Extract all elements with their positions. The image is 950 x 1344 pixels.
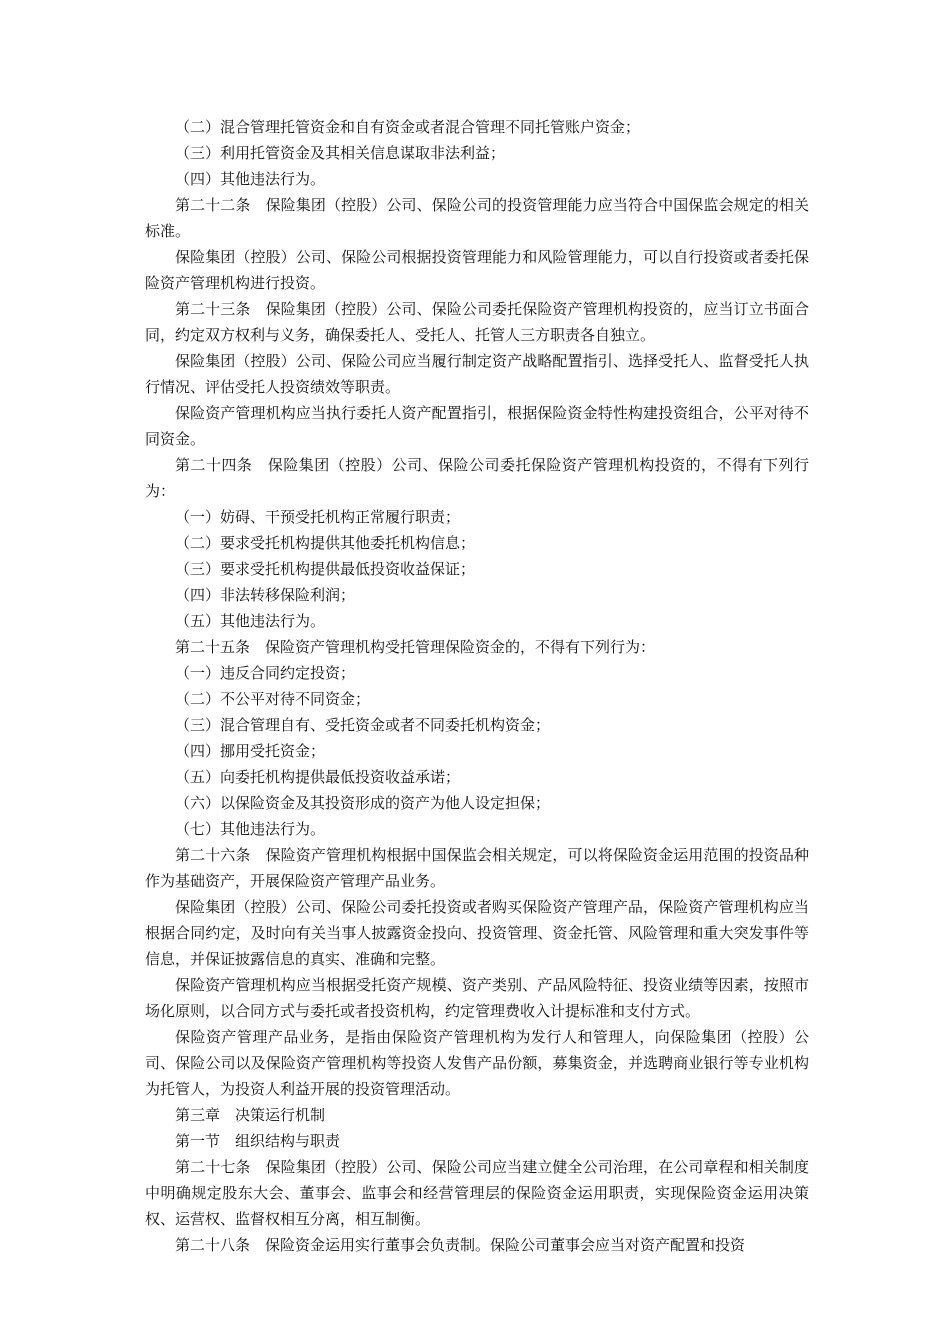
list-item: （四）非法转移保险利润； — [175, 586, 356, 604]
paragraph: 保险集团（控股）公司、保险公司应当履行制定资产战略配置指引、选择受托人、监督受托人执行情况、评估受托人投资绩效等职责。 — [145, 352, 809, 396]
list-item: （五）向委托机构提供最低投资收益承诺； — [175, 768, 461, 786]
list-item: （四）挪用受托资金； — [175, 742, 326, 760]
list-item: （五）其他违法行为。 — [175, 612, 326, 630]
section-heading: 第一节 组织结构与职责 — [175, 1132, 341, 1150]
paragraph: 保险资产管理机构应当执行委托人资产配置指引，根据保险资金特性构建投资组合，公平对待不同资金。 — [145, 404, 809, 448]
article-26: 第二十六条 保险资产管理机构根据中国保监会相关规定，可以将保险资金运用范围的投资品种作为基础资产，开展保险资产管理产品业务。 — [145, 846, 809, 890]
list-item: （三）利用托管资金及其相关信息谋取非法利益； — [175, 144, 506, 162]
list-item: （七）其他违法行为。 — [175, 820, 326, 838]
list-item: （四）其他违法行为。 — [175, 170, 326, 188]
chapter-heading: 第三章 决策运行机制 — [175, 1106, 326, 1124]
list-item: （一）违反合同约定投资； — [175, 664, 356, 682]
list-item: （三）混合管理自有、受托资金或者不同委托机构资金； — [175, 716, 551, 734]
paragraph: 保险集团（控股）公司、保险公司根据投资管理能力和风险管理能力，可以自行投资或者委托保险资产管理机构进行投资。 — [145, 248, 809, 292]
article-24: 第二十四条 保险集团（控股）公司、保险公司委托保险资产管理机构投资的，不得有下列行为： — [145, 456, 809, 500]
list-item: （三）要求受托机构提供最低投资收益保证； — [175, 560, 476, 578]
article-23: 第二十三条 保险集团（控股）公司、保险公司委托保险资产管理机构投资的，应当订立书面合同，约定双方权利与义务，确保委托人、受托人、托管人三方职责各自独立。 — [145, 300, 809, 344]
list-item: （二）要求受托机构提供其他委托机构信息； — [175, 534, 476, 552]
list-item: （一）妨碍、干预受托机构正常履行职责； — [175, 508, 461, 526]
paragraph: 保险资产管理机构应当根据受托资产规模、资产类别、产品风险特征、投资业绩等因素，按照市场化原则，以合同方式与委托或者投资机构，约定管理费收入计提标准和支付方式。 — [145, 976, 809, 1020]
list-item: （二）不公平对待不同资金； — [175, 690, 371, 708]
list-item: （六）以保险资金及其投资形成的资产为他人设定担保； — [175, 794, 551, 812]
article-27: 第二十七条 保险集团（控股）公司、保险公司应当建立健全公司治理，在公司章程和相关制度中明确规定股东大会、董事会、监事会和经营管理层的保险资金运用职责，实现保险资金运用决策权、运营权、监督权相互分离，相互制衡。 — [145, 1158, 809, 1228]
document-body — [145, 114, 809, 1258]
article-25: 第二十五条 保险资产管理机构受托管理保险资金的，不得有下列行为： — [175, 638, 656, 656]
paragraph: 保险资产管理产品业务，是指由保险资产管理机构为发行人和管理人，向保险集团（控股）公司、保险公司以及保险资产管理机构等投资人发售产品份额，募集资金，并选聘商业银行等专业机构为托管人，为投资人利益开展的投资管理活动。 — [145, 1028, 809, 1098]
list-item: （二）混合管理托管资金和自有资金或者混合管理不同托管账户资金； — [175, 118, 641, 136]
article-22: 第二十二条 保险集团（控股）公司、保险公司的投资管理能力应当符合中国保监会规定的相关标准。 — [145, 196, 809, 240]
article-28: 第二十八条 保险资金运用实行董事会负责制。保险公司董事会应当对资产配置和投资 — [175, 1236, 746, 1254]
paragraph: 保险集团（控股）公司、保险公司委托投资或者购买保险资产管理产品，保险资产管理机构应当根据合同约定，及时向有关当事人披露资金投向、投资管理、资金托管、风险管理和重大突发事件等信息，并保证披露信息的真实、准确和完整。 — [145, 898, 809, 968]
